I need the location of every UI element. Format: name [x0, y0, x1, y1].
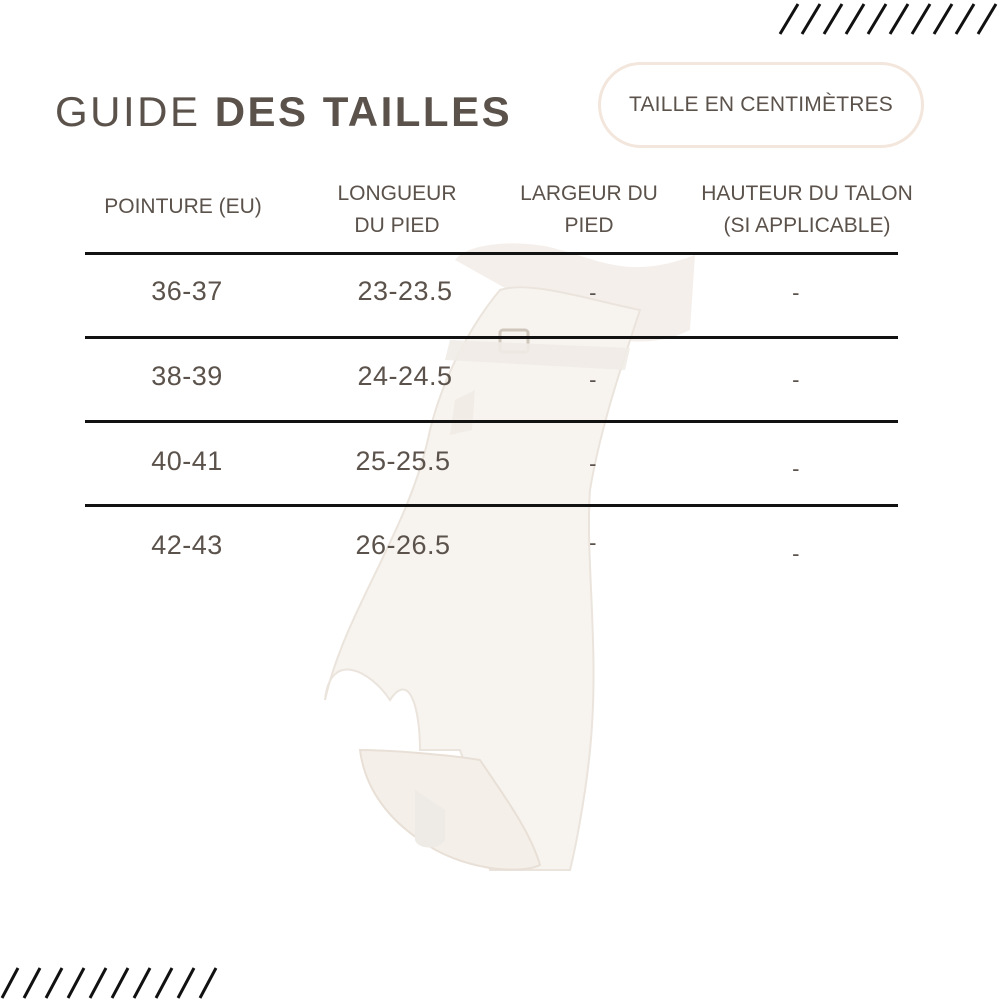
- column-header-width-line2: PIED: [564, 214, 614, 237]
- corner-stripes-top: [770, 0, 1000, 40]
- table-rule: [85, 504, 898, 507]
- title-light: GUIDE: [55, 88, 201, 135]
- width-cell: -: [589, 530, 597, 555]
- width-cell: -: [589, 367, 597, 392]
- unit-badge: TAILLE EN CENTIMÈTRES: [598, 62, 924, 148]
- title-bold: DES TAILLES: [214, 88, 513, 135]
- length-cell: 26-26.5: [355, 530, 451, 560]
- heel-cell: -: [792, 541, 800, 566]
- table-rule: [85, 252, 898, 255]
- width-cell: -: [589, 451, 597, 476]
- width-cell: -: [589, 280, 597, 305]
- corner-stripes-bottom: [0, 964, 230, 1000]
- column-header-size: [82, 191, 284, 223]
- size-cell: 40-41: [151, 446, 223, 476]
- column-header-heel-line1: HAUTEUR DU TALON: [701, 182, 913, 205]
- table-rule: [85, 420, 898, 423]
- column-header-size-line1: POINTURE (EU): [104, 195, 262, 218]
- size-cell: 42-43: [151, 530, 223, 560]
- page-title: [55, 88, 512, 136]
- column-header-length-line1: LONGUEUR: [337, 182, 457, 205]
- size-cell: 38-39: [151, 361, 223, 391]
- length-cell: 25-25.5: [355, 446, 451, 476]
- table-rule: [85, 336, 898, 339]
- heel-cell: -: [792, 456, 800, 481]
- size-cell: 36-37: [151, 276, 223, 306]
- column-header-width-line1: LARGEUR DU: [520, 182, 658, 205]
- column-header-heel: [690, 178, 924, 242]
- length-cell: 24-24.5: [357, 361, 453, 391]
- heel-cell: -: [792, 367, 800, 392]
- heel-cell: -: [792, 280, 800, 305]
- column-header-length: [316, 178, 478, 242]
- column-header-width: [505, 178, 673, 242]
- column-header-length-line2: DU PIED: [354, 214, 440, 237]
- length-cell: 23-23.5: [357, 276, 453, 306]
- column-header-heel-line2: (SI APPLICABLE): [723, 214, 891, 237]
